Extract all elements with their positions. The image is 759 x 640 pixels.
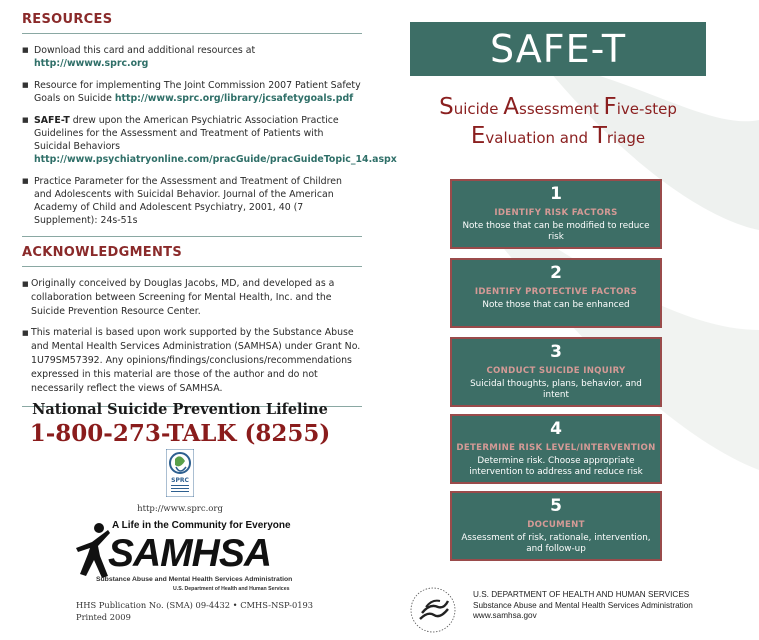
step-number: 4 — [550, 419, 562, 439]
lifeline-block — [20, 401, 340, 447]
step-card-1 — [450, 179, 662, 249]
list-item: ■ SAFE-T drew upon the American Psychiatric Association Practice Guidelines for the Assessment and Treatment of Patients with Suicidal Behaviors http://www.psychiatryonline.com/pracGuide/pracGuideTopic_14.aspx — [22, 114, 362, 166]
sprc-logo — [166, 449, 194, 497]
resources-list — [22, 44, 397, 227]
samhsa-wordmark: SAMHSA — [108, 532, 272, 575]
samhsa-tagline: A Life in the Community for Everyone — [112, 520, 291, 531]
samhsa-logo — [74, 518, 314, 596]
sprc-link[interactable]: http://wwww.sprc.org — [34, 58, 149, 69]
step-description: Suicidal thoughts, plans, behavior, and intent — [470, 379, 642, 400]
person-figure-icon — [74, 522, 112, 580]
jc-safety-goals-link[interactable]: http://www.sprc.org/library/jcsafetygoals.pdf — [114, 93, 354, 104]
step-description: Note those that can be modified to reduce risk — [462, 221, 650, 242]
left-column — [22, 12, 397, 407]
list-item: ■ Originally conceived by Douglas Jacobs, MD, and developed as a collaboration between Screening for Mental Health, Inc. and the Suicide Prevention Resource Center. — [22, 277, 362, 319]
acknowledgments-heading: ACKNOWLEDGMENTS — [22, 236, 362, 267]
list-item: ■ This material is based upon work supported by the Substance Abuse and Mental Health Services Administration (SAMHSA) under Grant No. 1U79SM57392. Any opinions/findings/conclusions/recommendations expressed in this material are those of the author and do not necessarily reflect the views of SAMHSA. — [22, 326, 362, 396]
step-card-5 — [450, 491, 662, 561]
hhs-info: U.S. DEPARTMENT OF HEALTH AND HUMAN SERVICES Substance Abuse and Mental Health Services Administration www.samhsa.gov — [473, 590, 693, 620]
step-heading: IDENTIFY RISK FACTORS — [494, 208, 618, 218]
lifeline-phone[interactable]: 1-800-273-TALK (8255) — [29, 420, 331, 447]
step-heading: CONDUCT SUICIDE INQUIRY — [486, 366, 626, 376]
step-description: Determine risk. Choose appropriate intervention to address and reduce risk — [469, 456, 643, 477]
svg-text:SPRC: SPRC — [171, 477, 189, 484]
safe-t-title-box — [410, 22, 706, 76]
step-heading: DETERMINE RISK LEVEL/INTERVENTION — [456, 443, 656, 453]
safe-t-subtitle — [410, 94, 706, 152]
subtitle-line-2: Evaluation and Triage — [470, 123, 646, 149]
page-title: SAFE-T — [489, 27, 627, 71]
samhsa-full-name: Substance Abuse and Mental Health Services Administration — [96, 576, 293, 583]
apa-guidelines-link[interactable]: http://www.psychiatryonline.com/pracGuide/pracGuideTopic_14.aspx — [34, 154, 397, 165]
hhs-seal-icon — [408, 585, 458, 635]
step-description: Note those that can be enhanced — [482, 300, 630, 310]
list-item: ■ Download this card and additional resources at http://wwww.sprc.org — [22, 44, 362, 70]
lifeline-name: National Suicide Prevention Lifeline — [32, 401, 328, 418]
step-number: 2 — [550, 263, 562, 283]
step-number: 1 — [550, 184, 562, 204]
list-item: ■ Practice Parameter for the Assessment and Treatment of Children and Adolescents with Suicidal Behavior. Journal of the American Academy of Child and Adolescent Psychiatry, 2001, 40 (7 Supplement): 24s-51s — [22, 175, 362, 227]
step-description: Assessment of risk, rationale, intervention, and follow-up — [461, 533, 651, 554]
step-card-3 — [450, 337, 662, 407]
publication-info: HHS Publication No. (SMA) 09-4432 • CMHS-NSP-0193 Printed 2009 — [76, 600, 314, 622]
list-item: ■ Resource for implementing The Joint Commission 2007 Patient Safety Goals on Suicide http://www.sprc.org/library/jcsafetygoals.pdf — [22, 79, 362, 105]
step-heading: DOCUMENT — [527, 520, 585, 530]
step-number: 3 — [550, 342, 562, 362]
samhsa-url[interactable]: www.samhsa.gov — [473, 611, 537, 620]
acknowledgments-list — [22, 277, 362, 396]
sprc-url[interactable]: http://www.sprc.org — [137, 504, 223, 514]
step-card-4 — [450, 414, 662, 484]
subtitle-line-1: Suicide Assessment Five-step — [439, 94, 677, 120]
resources-heading: RESOURCES — [22, 12, 362, 34]
step-card-2 — [450, 258, 662, 328]
samhsa-dept: U.S. Department of Health and Human Services — [173, 586, 290, 592]
step-heading: IDENTIFY PROTECTIVE FACTORS — [474, 287, 638, 297]
step-number: 5 — [550, 496, 562, 516]
